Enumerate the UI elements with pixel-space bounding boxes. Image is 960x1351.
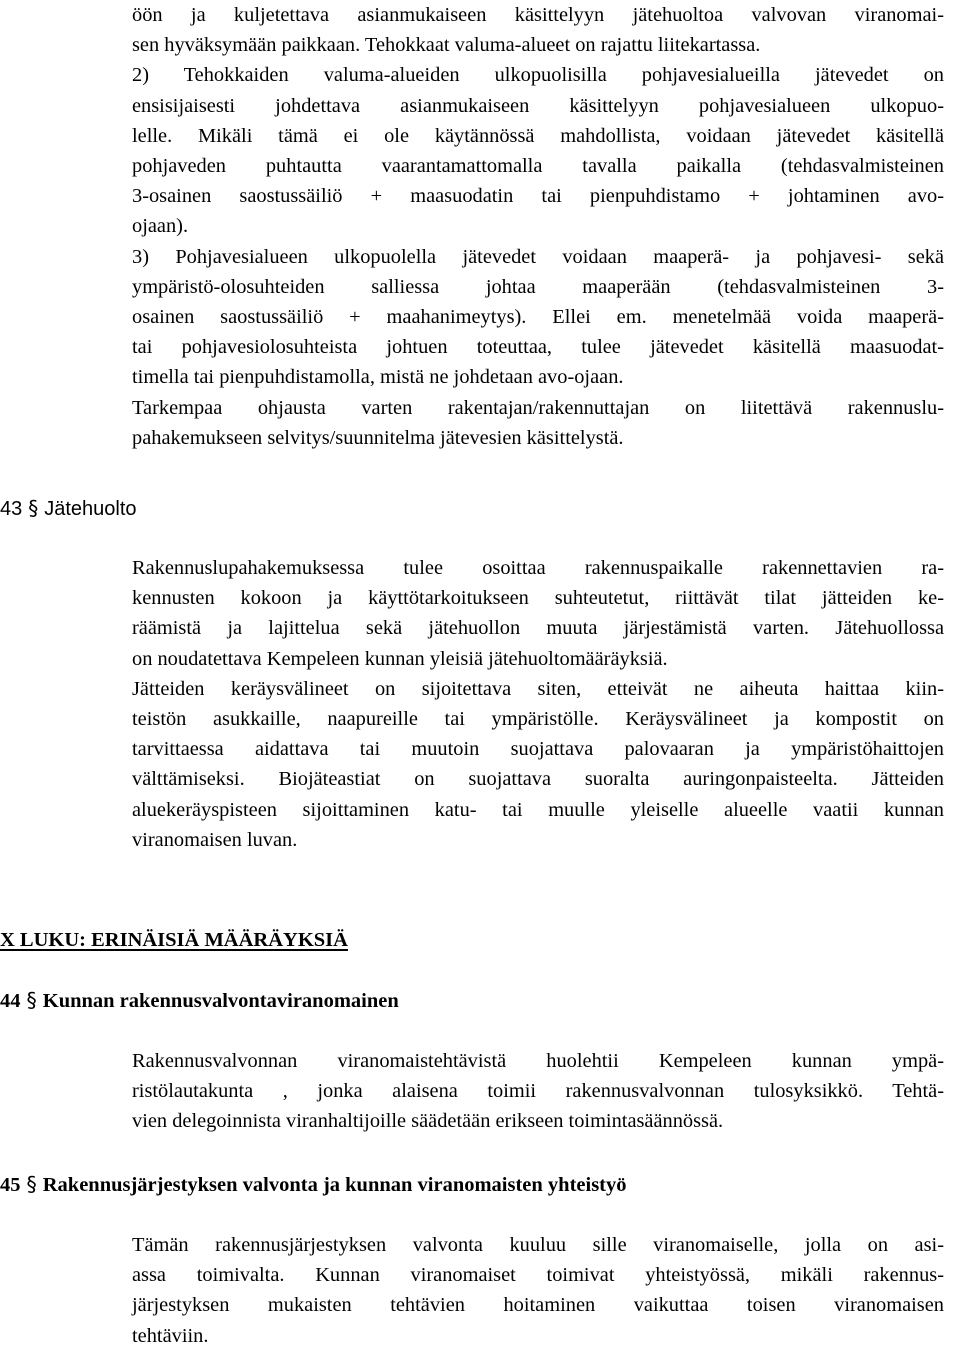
text-line: pohjaveden puhtautta vaarantamattomalla tavalla paikalla (tehdasvalmisteinen <box>132 155 944 178</box>
text-line: tehtäviin. <box>132 1324 209 1347</box>
text-line: Tämän rakennusjärjestyksen valvonta kuuluu sille viranomaiselle, jolla on asi- <box>132 1234 944 1256</box>
text-line: kennusten kokoon ja käyttötarkoitukseen suhteutetut, riittävät tilat jätteiden ke- <box>132 587 944 610</box>
text-line: ympäristö-olosuhteiden salliessa johtaa maaperään (tehdasvalmisteinen 3- <box>132 275 944 298</box>
text-line: järjestyksen mukaisten tehtävien hoitaminen vaikuttaa toisen viranomaisen <box>132 1294 944 1317</box>
section-title: Jätehuolto <box>44 498 137 520</box>
text-line: öön ja kuljetettava asianmukaiseen käsittelyyn jätehuoltoa valvovan viranomai- <box>132 4 944 26</box>
text-line: Jätteiden keräysvälineet on sijoitettava siten, etteivät ne aiheuta haittaa kiin- <box>132 677 944 700</box>
chapter-heading: X LUKU: ERINÄISIÄ MÄÄRÄYKSIÄ <box>0 929 348 951</box>
section-44-body <box>132 1046 944 1137</box>
section-number: 43 <box>0 498 23 520</box>
text-line: tarvittaessa aidattava tai muutoin suojattava palovaaran ja ympäristöhaittojen <box>132 738 944 761</box>
section-title: Kunnan rakennusvalvontaviranomainen <box>42 990 399 1012</box>
text-line: teistön asukkaille, naapureille tai ympäristölle. Keräysvälineet ja kompostit on <box>132 708 944 731</box>
text-line: timella tai pienpuhdistamolla, mistä ne johdetaan avo-ojaan. <box>132 366 624 389</box>
text-line: ristölautakunta , jonka alaisena toimii rakennusvalvonnan tulosyksikkö. Tehtä- <box>132 1080 944 1103</box>
text-line: Rakennuslupahakemuksessa tulee osoittaa rakennuspaikalle rakennettavien ra- <box>132 557 944 579</box>
text-line: on noudatettava Kempeleen kunnan yleisiä jätehuoltomääräyksiä. <box>132 647 668 670</box>
section-title: Rakennusjärjestyksen valvonta ja kunnan viranomaisten yhteistyö <box>42 1174 627 1196</box>
section-45-body <box>132 1230 944 1351</box>
section-43-heading <box>0 496 137 521</box>
text-line: lelle. Mikäli tämä ei ole käytännössä mahdollista, voidaan jätevedet käsitellä <box>132 124 944 147</box>
text-line: Rakennusvalvonnan viranomaistehtävistä huolehtii Kempeleen kunnan ympä- <box>132 1050 944 1072</box>
section-45-heading <box>0 1172 627 1197</box>
text-line: räämistä ja lajittelua sekä jätehuollon muuta järjestämistä varten. Jätehuollossa <box>132 617 944 640</box>
text-line: välttämiseksi. Biojäteastiat on suojattava suoralta auringonpaisteelta. Jätteiden <box>132 768 944 791</box>
section-number: 44 <box>0 990 21 1012</box>
text-line: viranomaisen luvan. <box>132 828 298 851</box>
text-line: pahakemukseen selvitys/suunnitelma jätevesien käsittelystä. <box>132 426 624 449</box>
text-line: aluekeräyspisteen sijoittaminen katu- tai muulle yleiselle alueelle vaatii kunnan <box>132 798 944 821</box>
section-44-heading <box>0 988 399 1013</box>
text-line: Tarkempaa ohjausta varten rakentajan/rakennuttajan on liitettävä rakennuslu- <box>132 396 944 419</box>
text-line: vien delegoinnista viranhaltijoille säädetään erikseen toimintasäännössä. <box>132 1110 724 1133</box>
text-line: 3) Pohjavesialueen ulkopuolella jätevedet voidaan maaperä- ja pohjavesi- sekä <box>132 245 944 268</box>
text-line: 3-osainen saostussäiliö + maasuodatin tai pienpuhdistamo + johtaminen avo- <box>132 185 944 208</box>
text-line: ojaan). <box>132 215 189 238</box>
section-symbol: § <box>28 496 39 520</box>
text-line: tai pohjavesiolosuhteista johtuen toteuttaa, tulee jätevedet käsitellä maasuodat- <box>132 336 944 359</box>
text-line: 2) Tehokkaiden valuma-alueiden ulkopuolisilla pohjavesialueilla jätevedet on <box>132 64 944 87</box>
section-42-continuation <box>132 0 944 453</box>
text-line: assa toimivalta. Kunnan viranomaiset toimivat yhteistyössä, mikäli rakennus- <box>132 1264 944 1287</box>
text-line: sen hyväksymään paikkaan. Tehokkaat valuma-alueet on rajattu liitekartassa. <box>132 34 761 57</box>
text-line: ensisijaisesti johdettava asianmukaiseen käsittelyyn pohjavesialueen ulkopuo- <box>132 94 944 117</box>
section-43-body <box>132 553 944 855</box>
section-symbol: § <box>26 1172 37 1196</box>
section-symbol: § <box>26 988 37 1012</box>
section-number: 45 <box>0 1174 21 1196</box>
text-line: osainen saostussäiliö + maahanimeytys). Ellei em. menetelmää voida maaperä- <box>132 306 944 329</box>
